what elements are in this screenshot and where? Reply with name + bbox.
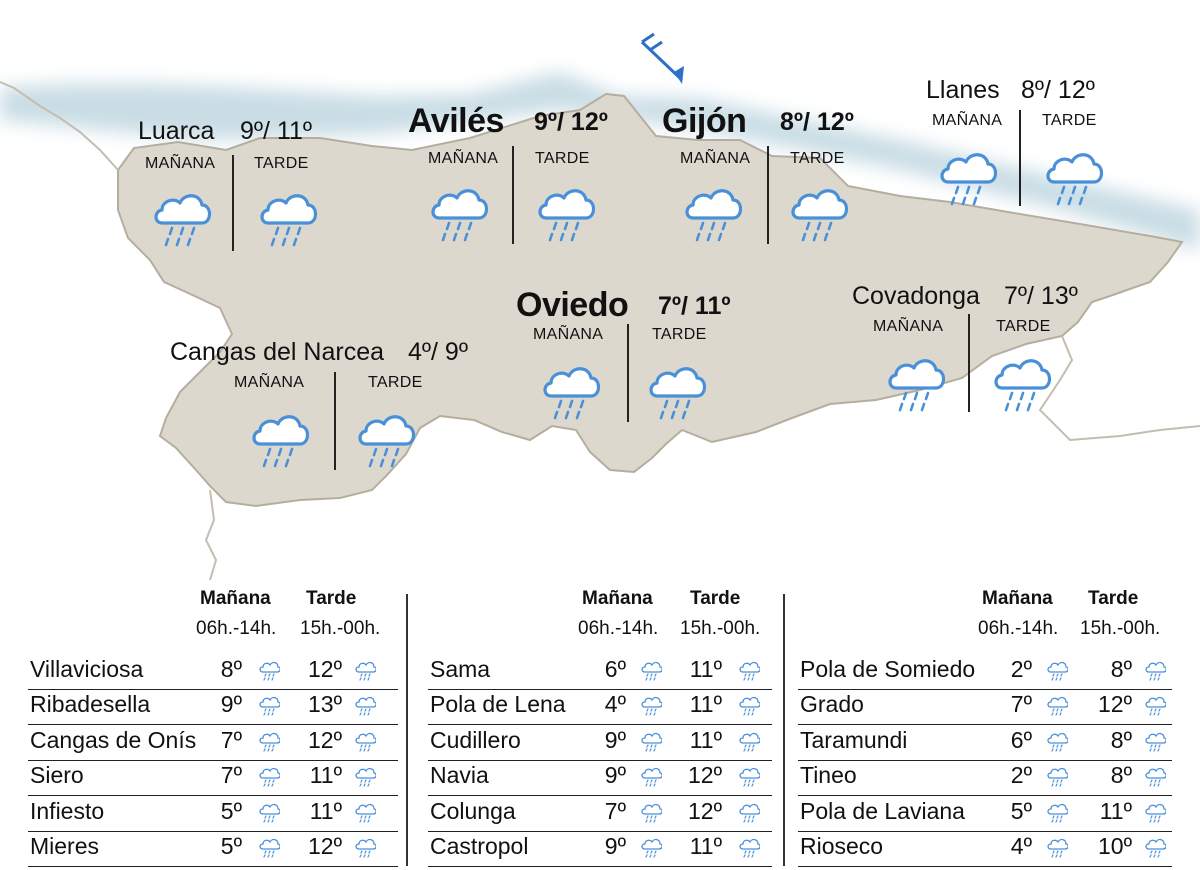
city-name: Llanes [926,76,1000,104]
morning-label: MAÑANA [428,150,499,167]
header-afternoon: Tarde [306,588,357,609]
afternoon-temp: 12º [688,797,722,824]
place-name: Pola de Laviana [800,797,965,824]
rain-cloud-icon [1042,142,1106,214]
morning-label: MAÑANA [873,318,944,335]
morning-temp: 2º [1010,656,1032,682]
rain-cloud-icon [354,802,376,826]
afternoon-temp: 12º [1098,691,1132,718]
table-row [428,725,772,761]
region-border-left [206,490,216,580]
city-temps: 8º/ 12º [1021,76,1095,104]
afternoon-temp: 12º [308,656,342,682]
morning-temp: 9º [220,691,242,718]
afternoon-label: TARDE [535,150,590,167]
header-afternoon-hours: 15h.-00h. [680,618,761,639]
afternoon-temp: 11º [689,726,722,753]
place-name: Siero [30,762,84,789]
table-separator-2 [783,594,785,866]
rain-cloud-icon [738,660,760,684]
afternoon-label: TARDE [368,374,423,391]
header-afternoon: Tarde [1088,588,1139,609]
morning-label: MAÑANA [680,150,751,167]
place-name: Rioseco [800,833,884,859]
table-row [28,689,398,725]
rain-cloud-icon [258,837,280,861]
rain-cloud-icon [738,837,760,861]
header-afternoon: Tarde [690,588,741,609]
afternoon-temp: 8º [1110,726,1132,753]
table-row [28,725,398,761]
afternoon-temp: 11º [309,762,342,789]
rain-cloud-icon [258,731,280,755]
place-name: Colunga [430,797,516,824]
rain-cloud-icon [534,178,598,250]
table-row [428,654,772,690]
morning-temp: 5º [220,833,242,859]
table-row [798,760,1172,796]
place-name: Villaviciosa [30,656,144,682]
afternoon-label: TARDE [254,155,309,172]
rain-cloud-icon [1144,802,1166,826]
city-name: Oviedo [516,286,629,324]
afternoon-label: TARDE [790,150,845,167]
morning-label: MAÑANA [234,374,305,391]
afternoon-temp: 11º [689,691,722,718]
divider [334,372,336,470]
header-morning-hours: 06h.-14h. [978,618,1059,639]
city-temps: 4º/ 9º [408,338,468,366]
rain-cloud-icon [640,731,662,755]
table-row [28,831,398,867]
table-row [428,760,772,796]
afternoon-temp: 11º [689,833,722,859]
header-morning-hours: 06h.-14h. [196,618,277,639]
header-morning: Mañana [200,588,271,609]
table-separator-1 [406,594,408,866]
rain-cloud-icon [354,837,376,861]
city-temps: 8º/ 12º [780,108,854,136]
header-afternoon-hours: 15h.-00h. [1080,618,1161,639]
city-name: Covadonga [852,282,980,310]
divider [627,324,629,422]
morning-temp: 6º [1010,726,1032,753]
table-row [798,796,1172,832]
city-name: Cangas del Narcea [170,338,385,366]
place-name: Navia [430,762,489,789]
rain-cloud-icon [681,178,745,250]
header-morning-hours: 06h.-14h. [578,618,659,639]
afternoon-label: TARDE [996,318,1051,335]
table-row [798,725,1172,761]
afternoon-temp: 8º [1110,656,1132,682]
place-name: Infiesto [30,797,105,824]
city-temps: 7º/ 11º [658,292,731,320]
rain-cloud-icon [354,695,376,719]
morning-temp: 5º [1010,797,1032,824]
rain-cloud-icon [738,695,760,719]
place-name: Cangas de Onís [30,726,197,753]
rain-cloud-icon [1046,695,1068,719]
afternoon-temp: 11º [1099,797,1132,824]
rain-cloud-icon [645,356,709,428]
morning-temp: 9º [604,726,626,753]
rain-cloud-icon [640,766,662,790]
region-border-right [1040,336,1200,440]
afternoon-temp: 12º [308,726,342,753]
morning-temp: 7º [220,762,242,789]
city-temps: 9º/ 12º [534,108,608,136]
city-temps: 7º/ 13º [1004,282,1078,310]
table-row [28,654,398,690]
afternoon-temp: 11º [689,656,722,682]
rain-cloud-icon [1046,837,1068,861]
rain-cloud-icon [1144,660,1166,684]
rain-cloud-icon [258,660,280,684]
morning-temp: 6º [604,656,626,682]
place-name: Pola de Lena [430,691,566,718]
rain-cloud-icon [640,837,662,861]
morning-temp: 4º [1010,833,1032,859]
rain-cloud-icon [354,660,376,684]
city-name: Gijón [662,102,747,140]
header-morning: Mañana [582,588,653,609]
rain-cloud-icon [539,356,603,428]
rain-cloud-icon [738,731,760,755]
morning-temp: 5º [220,797,242,824]
table-row [428,689,772,725]
table-row [798,831,1172,867]
rain-cloud-icon [1046,660,1068,684]
place-name: Cudillero [430,726,521,753]
morning-label: MAÑANA [533,326,604,343]
afternoon-temp: 8º [1110,762,1132,789]
place-name: Grado [800,691,864,718]
rain-cloud-icon [258,802,280,826]
table-row [28,760,398,796]
rain-cloud-icon [1046,802,1068,826]
morning-temp: 7º [1010,691,1032,718]
rain-cloud-icon [1144,837,1166,861]
rain-cloud-icon [640,695,662,719]
place-name: Pola de Somiedo [800,656,976,682]
rain-cloud-icon [1144,766,1166,790]
rain-cloud-icon [1144,731,1166,755]
morning-temp: 7º [220,726,242,753]
rain-cloud-icon [1144,695,1166,719]
divider [968,314,970,412]
morning-temp: 2º [1010,762,1032,789]
morning-label: MAÑANA [932,112,1003,129]
rain-cloud-icon [787,178,851,250]
place-name: Castropol [430,833,529,859]
rain-cloud-icon [258,695,280,719]
rain-cloud-icon [738,802,760,826]
rain-cloud-icon [936,142,1000,214]
table-row [428,831,772,867]
morning-temp: 8º [220,656,242,682]
place-name: Mieres [30,833,100,859]
place-name: Tineo [800,762,857,789]
morning-temp: 4º [604,691,626,718]
rain-cloud-icon [1046,731,1068,755]
rain-cloud-icon [258,766,280,790]
rain-cloud-icon [248,404,312,476]
rain-cloud-icon [427,178,491,250]
header-morning: Mañana [982,588,1053,609]
rain-cloud-icon [354,731,376,755]
wind-flag-icon [642,34,684,84]
rain-cloud-icon [1046,766,1068,790]
rain-cloud-icon [990,348,1054,420]
city-name: Avilés [408,102,504,140]
table-row [798,654,1172,690]
afternoon-label: TARDE [1042,112,1097,129]
afternoon-temp: 12º [688,762,722,789]
divider [1019,110,1021,206]
divider [767,146,769,244]
place-name: Ribadesella [30,691,151,718]
rain-cloud-icon [640,802,662,826]
morning-temp: 7º [604,797,626,824]
place-name: Taramundi [800,726,908,753]
afternoon-label: TARDE [652,326,707,343]
table-row [28,796,398,832]
rain-cloud-icon [150,183,214,255]
rain-cloud-icon [738,766,760,790]
afternoon-temp: 10º [1098,833,1132,859]
city-temps: 9º/ 11º [240,117,313,145]
rain-cloud-icon [354,766,376,790]
rain-cloud-icon [640,660,662,684]
table-row [798,689,1172,725]
table-row [428,796,772,832]
morning-temp: 9º [604,833,626,859]
rain-cloud-icon [884,348,948,420]
header-afternoon-hours: 15h.-00h. [300,618,381,639]
morning-temp: 9º [604,762,626,789]
afternoon-temp: 12º [308,833,342,859]
afternoon-temp: 11º [309,797,342,824]
divider [512,146,514,244]
rain-cloud-icon [354,404,418,476]
place-name: Sama [430,656,491,682]
morning-label: MAÑANA [145,155,216,172]
divider [232,155,234,251]
afternoon-temp: 13º [308,691,342,718]
city-name: Luarca [138,117,215,145]
rain-cloud-icon [256,183,320,255]
